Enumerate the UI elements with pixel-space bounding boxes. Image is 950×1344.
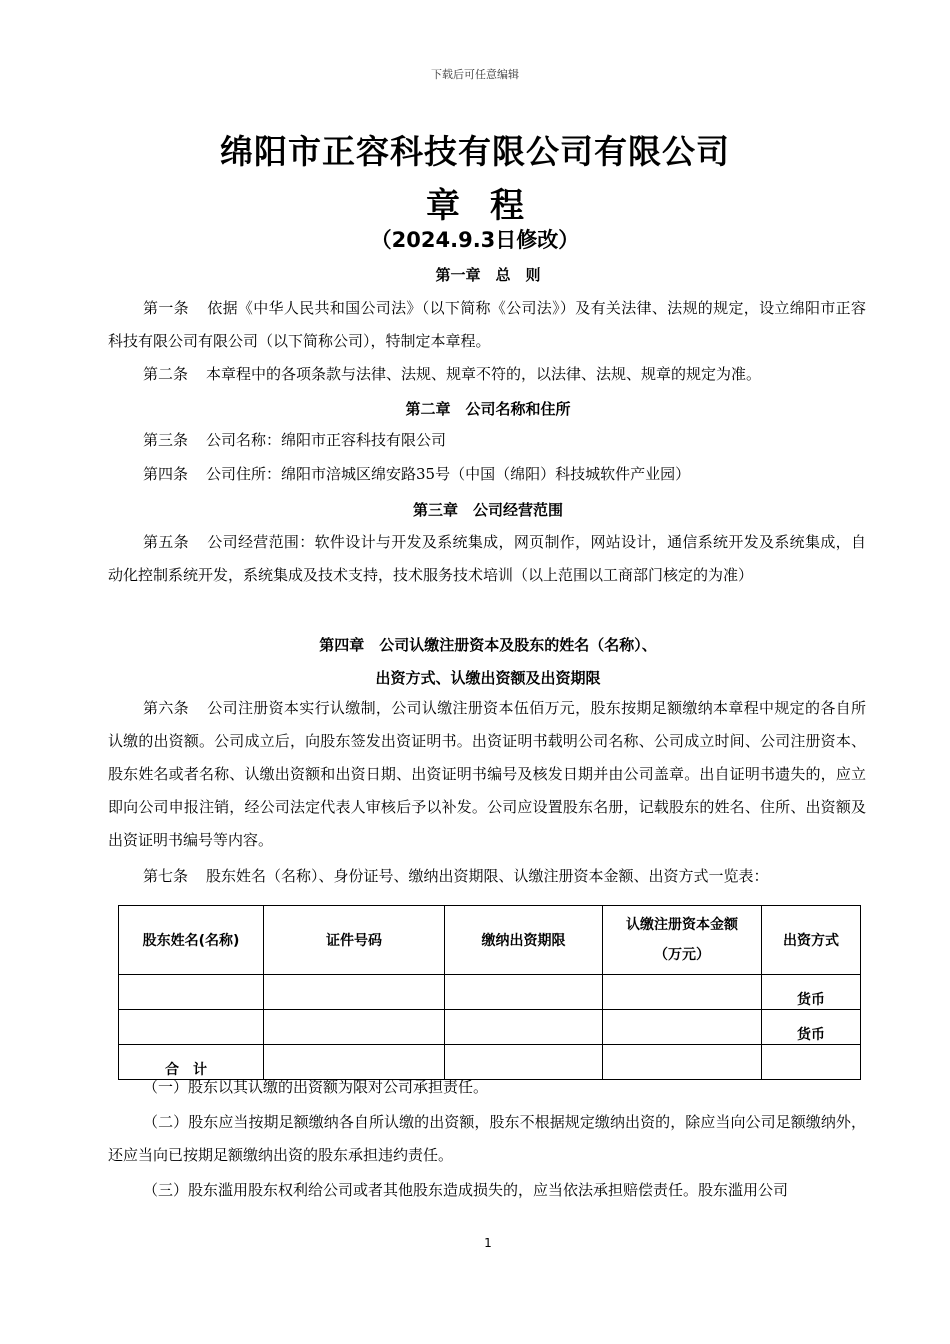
chapter-4-heading-line2: 出资方式、认缴出资额及出资期限 bbox=[375, 669, 601, 687]
article-6-text: 公司注册资本实行认缴制，公司认缴注册资本伍佰万元，股东按期足额缴纳本章程中规定的各自所认缴的出资额。公司成立后，向股东签发出资证明书。出资证明书载明公司名称、公司成立时间、公司注册资本、股东姓名或者名称、认缴出资额和出资日期、出资证明书编号及核发日期并由公司盖章。出自证明书遗失的，应立即向公司申报注销，经公司法定代表人审核后予以补发。公司应设置股东名册，记载股东的姓名、住所、出资额及出资证明书编号等内容。 bbox=[108, 699, 866, 849]
chapter-2-heading: 第二章 公司名称和住所 bbox=[405, 400, 571, 418]
table-cell bbox=[603, 975, 762, 1010]
table-cell bbox=[119, 1010, 264, 1045]
header-note: 下载后可任意编辑 bbox=[431, 68, 519, 81]
article-4 bbox=[108, 458, 866, 491]
shareholder-table bbox=[118, 905, 861, 1080]
article-1-number: 第一条 bbox=[143, 299, 189, 317]
page-number: 1 bbox=[484, 1236, 492, 1250]
header-contribution-method: 出资方式 bbox=[762, 906, 861, 975]
article-2-text: 本章程中的各项条款与法律、法规、规章不符的，以法律、法规、规章的规定为准。 bbox=[206, 365, 762, 383]
article-5 bbox=[108, 526, 866, 592]
header-subscribed-capital-unit: （万元） bbox=[654, 947, 710, 963]
article-2-number: 第二条 bbox=[143, 365, 189, 383]
article-6 bbox=[108, 692, 866, 857]
revision-date: （2024.9.3日修改） bbox=[370, 228, 580, 252]
header-subscribed-capital-label: 认缴注册资本金额 bbox=[626, 917, 738, 933]
article-5-text: 公司经营范围：软件设计与开发及系统集成，网页制作，网站设计，通信系统开发及系统集成，自动化控制系统开发，系统集成及技术支持，技术服务技术培训（以上范围以工商部门核定的为准） bbox=[108, 533, 866, 584]
article-3-text: 公司名称：绵阳市正容科技有限公司 bbox=[206, 431, 447, 449]
article-1 bbox=[108, 292, 866, 358]
table-total-label: 合 计 bbox=[119, 1045, 264, 1080]
table-cell bbox=[445, 975, 603, 1010]
document-title: 章程 bbox=[426, 186, 554, 226]
table-cell bbox=[445, 1010, 603, 1045]
table-cell-method: 货币 bbox=[762, 975, 861, 1010]
chapter-1-heading: 第一章 总 则 bbox=[435, 266, 541, 284]
table-cell bbox=[264, 975, 445, 1010]
table-row bbox=[119, 975, 861, 1010]
clause-3: （三）股东滥用股东权利给公司或者其他股东造成损失的，应当依法承担赔偿责任。股东滥用公司 bbox=[143, 1181, 789, 1199]
clause-1: （一）股东以其认缴的出资额为限对公司承担责任。 bbox=[143, 1078, 489, 1096]
table-cell bbox=[119, 975, 264, 1010]
article-6-number: 第六条 bbox=[143, 699, 189, 717]
table-cell bbox=[264, 1010, 445, 1045]
chapter-3-heading: 第三章 公司经营范围 bbox=[412, 501, 563, 519]
article-3-number: 第三条 bbox=[143, 431, 189, 449]
header-id-number: 证件号码 bbox=[264, 906, 445, 975]
article-4-text: 公司住所：绵阳市涪城区绵安路35号（中国（绵阳）科技城软件产业园） bbox=[206, 465, 691, 483]
article-7 bbox=[108, 860, 866, 893]
chapter-4-heading-line1: 第四章 公司认缴注册资本及股东的姓名（名称）、 bbox=[319, 636, 657, 654]
article-7-number: 第七条 bbox=[143, 867, 189, 885]
header-subscribed-capital bbox=[603, 906, 762, 975]
article-3 bbox=[108, 424, 866, 457]
table-row bbox=[119, 1010, 861, 1045]
article-5-number: 第五条 bbox=[143, 533, 189, 551]
article-4-number: 第四条 bbox=[143, 465, 189, 483]
clause-2: （二）股东应当按期足额缴纳各自所认缴的出资额，股东不根据规定缴纳出资的，除应当向公司足额缴纳外，还应当向已按期足额缴纳出资的股东承担违约责任。 bbox=[108, 1113, 866, 1164]
company-title: 绵阳市正容科技有限公司有限公司 bbox=[220, 132, 730, 171]
article-1-text: 依据《中华人民共和国公司法》（以下简称《公司法》）及有关法律、法规的规定，设立绵阳市正容科技有限公司有限公司（以下简称公司），特制定本章程。 bbox=[108, 299, 866, 350]
table-cell bbox=[603, 1010, 762, 1045]
header-shareholder-name: 股东姓名(名称) bbox=[119, 906, 264, 975]
article-7-text: 股东姓名（名称）、身份证号、缴纳出资期限、认缴注册资本金额、出资方式一览表： bbox=[206, 867, 769, 885]
article-2 bbox=[108, 358, 866, 391]
table-cell-method: 货币 bbox=[762, 1010, 861, 1045]
header-payment-deadline: 缴纳出资期限 bbox=[445, 906, 603, 975]
table-header-row bbox=[119, 906, 861, 975]
